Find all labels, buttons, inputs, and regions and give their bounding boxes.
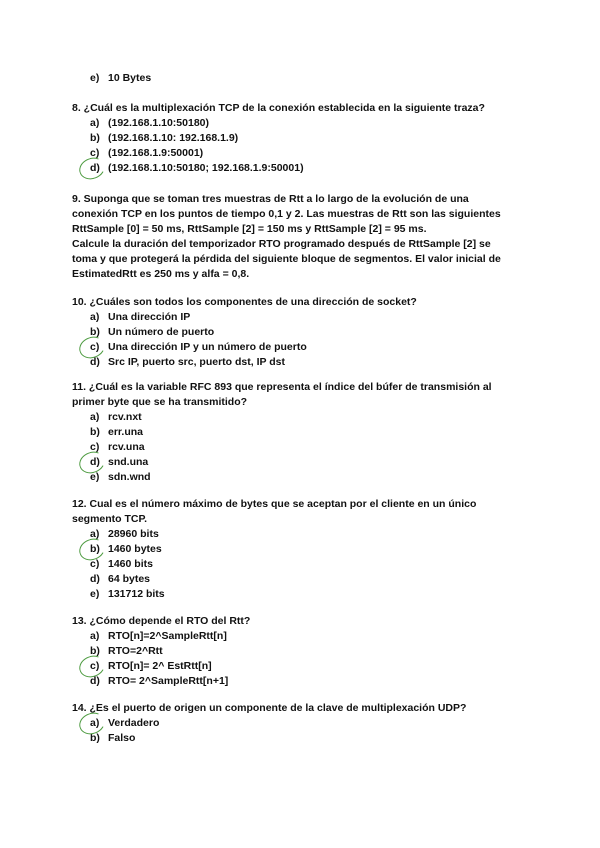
question-9-line-3: RttSample [0] = 50 ms, RttSample [2] = 150 ms y RttSample [2] = 95 ms. xyxy=(72,223,427,235)
question-14: 14. ¿Es el puerto de origen un componente de la clave de multiplexación UDP? xyxy=(72,702,467,714)
option-letter: b) xyxy=(90,732,100,744)
option-letter: e) xyxy=(90,588,100,600)
option-letter: c) xyxy=(90,147,100,159)
question-9-line-2: conexión TCP en los puntos de tiempo 0,1 y 2. Las muestras de Rtt son las siguientes xyxy=(72,208,501,220)
option-text: 1460 bytes xyxy=(108,543,162,555)
option-text: rcv.una xyxy=(108,441,145,453)
q8-option-c xyxy=(90,147,203,160)
q10-option-a xyxy=(90,311,190,324)
option-text: (192.168.1.10:50180) xyxy=(108,117,209,129)
q14-option-a xyxy=(90,717,159,730)
q8-option-a xyxy=(90,117,209,130)
question-11-line-2: primer byte que se ha transmitido? xyxy=(72,396,248,408)
question-9-line-1: 9. Suponga que se toman tres muestras de Rtt a lo largo de la evolución de una xyxy=(72,193,469,205)
q11-option-e xyxy=(90,471,151,484)
option-text: RTO=2^Rtt xyxy=(108,645,163,657)
option-text: 64 bytes xyxy=(108,573,151,585)
option-text: 10 Bytes xyxy=(108,72,152,84)
q12-option-b xyxy=(90,543,162,556)
q12-option-c xyxy=(90,558,153,571)
option-text: (192.168.1.9:50001) xyxy=(108,147,204,159)
q13-option-b xyxy=(90,645,163,658)
option-text: Una dirección IP y un número de puerto xyxy=(108,341,307,353)
option-text: 131712 bits xyxy=(108,588,165,600)
question-9-line-6: EstimatedRtt es 250 ms y alfa = 0,8. xyxy=(72,268,250,280)
option-letter: b) xyxy=(90,132,100,144)
option-text: Falso xyxy=(108,732,136,744)
question-8: 8. ¿Cuál es la multiplexación TCP de la conexión establecida en la siguiente traza? xyxy=(72,102,485,114)
q14-option-b xyxy=(90,732,135,745)
option-text: 1460 bits xyxy=(108,558,153,570)
question-9-line-4: Calcule la duración del temporizador RTO programado después de RttSample [2] se xyxy=(72,238,491,250)
q12-option-a xyxy=(90,528,159,541)
option-letter: a) xyxy=(90,717,100,729)
option-text: rcv.nxt xyxy=(108,411,142,423)
q8-option-b xyxy=(90,132,238,145)
option-letter: d) xyxy=(90,356,100,368)
option-letter: d) xyxy=(90,573,100,585)
option-text: Una dirección IP xyxy=(108,311,191,323)
option-text: err.una xyxy=(108,426,144,438)
question-12-line-2: segmento TCP. xyxy=(72,513,148,525)
option-letter: e) xyxy=(90,72,100,84)
question-10: 10. ¿Cuáles son todos los componentes de una dirección de socket? xyxy=(72,296,417,308)
option-letter: c) xyxy=(90,441,100,453)
question-12-line-1: 12. Cual es el número máximo de bytes que se aceptan por el cliente en un único xyxy=(72,498,477,510)
q11-option-a xyxy=(90,411,142,424)
q13-option-a xyxy=(90,630,227,643)
option-letter: a) xyxy=(90,311,100,323)
option-text: 28960 bits xyxy=(108,528,159,540)
option-text: Un número de puerto xyxy=(108,326,215,338)
q12-option-d xyxy=(90,573,150,586)
option-letter: b) xyxy=(90,543,100,555)
q10-option-d xyxy=(90,356,285,369)
question-13: 13. ¿Cómo depende el RTO del Rtt? xyxy=(72,615,251,627)
option-text: (192.168.1.10: 192.168.1.9) xyxy=(108,132,239,144)
option-text: RTO= 2^SampleRtt[n+1] xyxy=(108,675,229,687)
q11-option-b xyxy=(90,426,143,439)
option-text: (192.168.1.10:50180; 192.168.1.9:50001) xyxy=(108,162,304,174)
option-letter: b) xyxy=(90,645,100,657)
option-letter: b) xyxy=(90,326,100,338)
q8-option-d xyxy=(90,162,304,175)
option-text: Src IP, puerto src, puerto dst, IP dst xyxy=(108,356,285,368)
q13-option-d xyxy=(90,675,228,688)
q10-option-b xyxy=(90,326,214,339)
option-letter: c) xyxy=(90,660,100,672)
option-letter: d) xyxy=(90,456,100,468)
q10-option-c xyxy=(90,341,307,354)
option-letter: a) xyxy=(90,411,100,423)
q11-option-c xyxy=(90,441,145,454)
option-letter: a) xyxy=(90,528,100,540)
option-letter: a) xyxy=(90,117,100,129)
option-letter: d) xyxy=(90,675,100,687)
q7-option-e xyxy=(90,72,151,85)
option-letter: d) xyxy=(90,162,100,174)
option-text: RTO[n]=2^SampleRtt[n] xyxy=(108,630,227,642)
option-letter: c) xyxy=(90,341,100,353)
q11-option-d xyxy=(90,456,148,469)
option-text: sdn.wnd xyxy=(108,471,151,483)
option-text: RTO[n]= 2^ EstRtt[n] xyxy=(108,660,212,672)
question-11-line-1: 11. ¿Cuál es la variable RFC 893 que representa el índice del búfer de transmisión al xyxy=(72,381,492,393)
option-text: Verdadero xyxy=(108,717,160,729)
question-9-line-5: toma y que protegerá la pérdida del siguiente bloque de segmentos. El valor inicial de xyxy=(72,253,501,265)
option-letter: a) xyxy=(90,630,100,642)
option-letter: b) xyxy=(90,426,100,438)
q13-option-c xyxy=(90,660,212,673)
q12-option-e xyxy=(90,588,165,601)
option-letter: e) xyxy=(90,471,100,483)
option-letter: c) xyxy=(90,558,100,570)
option-text: snd.una xyxy=(108,456,149,468)
